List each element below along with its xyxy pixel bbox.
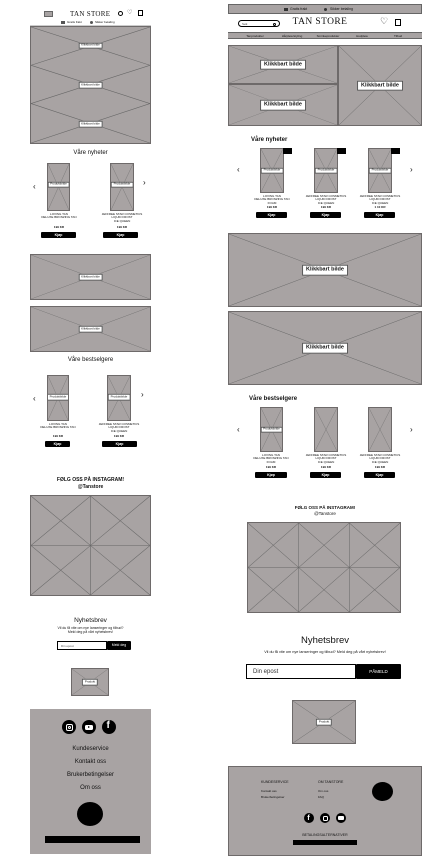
product-price: 199 KR (320, 465, 332, 469)
heart-icon[interactable]: ♡ (380, 16, 389, 26)
product-name: JEFFREE STAR COSMETICS LIQUID FROST ICE QUEEN (101, 212, 143, 223)
facebook-icon[interactable]: f (304, 813, 314, 823)
desktop-instagram-grid[interactable] (247, 522, 401, 613)
desktop-news-title: Våre nyheter (251, 137, 288, 143)
topbar-right-text: Sikker betaling (330, 7, 353, 11)
mobile-instagram-grid[interactable] (30, 495, 151, 596)
desktop-newsletter-text: Vil du få vite om nye lanseringer og tilbud? Meld deg på vårt nyhetsbrev! (264, 650, 386, 654)
instagram-icon[interactable] (320, 813, 330, 823)
product-name: LOVING TAN DELUXE BRONZING TAN (40, 422, 76, 430)
product-tag: Produktbilde (47, 181, 70, 188)
footer-col1-title: KUNDESERVICE (261, 780, 289, 784)
mobile-logo-image (71, 668, 109, 696)
banner-tag: Klikkbart bilde (302, 343, 348, 354)
desktop-newsletter-title: Nyhetsbrev (300, 635, 350, 646)
menu-item-hudpleie[interactable]: Hudpleie (356, 34, 368, 38)
footer-link-about[interactable]: Om oss (80, 785, 101, 791)
product-tag: Produktbilde (47, 394, 69, 401)
product-image[interactable] (368, 148, 392, 193)
placeholder-cross (315, 408, 337, 451)
footer-link-terms[interactable]: Brukerbetingelser (261, 795, 285, 799)
product-name: JEFFREE STAR COSMETICS LIQUID FROST ICE QUEEN (305, 194, 347, 205)
new-badge (337, 148, 346, 154)
banner-tag: Klikkbart bilde (78, 274, 103, 281)
hamburger-icon[interactable] (44, 11, 53, 17)
new-badge (283, 148, 292, 154)
product-name: JEFFREE STAR COSMETICS LIQUID FROST ICE QUEEN (359, 194, 401, 205)
instagram-icon[interactable] (62, 720, 76, 734)
footer-link-customer-service[interactable]: Kundeservice (72, 746, 109, 752)
product-image[interactable] (260, 148, 284, 193)
topbar-right-text: Sikker betaling (95, 20, 115, 24)
footer-link-about[interactable]: Om oss (318, 789, 329, 793)
product-image[interactable] (47, 375, 69, 421)
buy-button[interactable]: Kjøp (102, 441, 137, 447)
product-price: 199 KR (265, 465, 277, 469)
desktop-email-field[interactable] (246, 664, 356, 679)
mobile-brand[interactable]: TAN STORE (70, 10, 111, 18)
footer-logo-circle (77, 802, 103, 826)
footer-col2-title: OM TANSTORE (318, 780, 344, 784)
mobile-newsletter-text: Vil du få vite om nye lanseringer og tilbud? Meld deg på vårt nyhetsbrev! (57, 626, 124, 635)
menu-item-tilbud[interactable]: Tilbud (393, 34, 403, 38)
search-icon[interactable] (273, 23, 276, 26)
topbar-left-text: Gratis frakt (67, 20, 82, 24)
product-image[interactable] (107, 375, 131, 421)
banner-tag: Klikkbart bilde (78, 326, 103, 333)
footer-link-terms[interactable]: Brukerbetingelser (66, 772, 115, 778)
mobile-hero-image[interactable] (30, 26, 151, 144)
desktop-banner-2[interactable] (228, 311, 422, 385)
payment-options-bar (293, 840, 357, 845)
menu-item-harpleie[interactable]: Hårpleie/styling (281, 34, 303, 38)
chevron-left-icon[interactable]: ‹ (33, 182, 36, 191)
bag-icon[interactable] (395, 19, 401, 26)
product-price: 199 KR (52, 434, 64, 438)
mobile-newsletter-title: Nyhetsbrev (74, 617, 107, 624)
product-image[interactable] (368, 407, 392, 452)
product-name: JEFFREE STAR COSMETICS LIQUID FROST ICE QUEEN (305, 453, 347, 464)
desktop-topbar (228, 4, 422, 14)
placeholder-grid (31, 496, 150, 595)
hero-tag: Klikkbart bilde (260, 59, 306, 70)
product-tag: Produktbilde (108, 394, 131, 401)
mobile-news-title: Våre nyheter (73, 150, 108, 156)
hero-tag: Klikkbart bilde (357, 80, 403, 91)
chevron-left-icon[interactable]: ‹ (237, 165, 240, 174)
placeholder-grid (248, 523, 400, 612)
product-image[interactable] (47, 163, 70, 211)
product-tag: Produktbilde (261, 167, 284, 174)
hero-tag: Klikkbart bilde (260, 100, 306, 111)
facebook-icon[interactable]: f (102, 720, 116, 734)
desktop-best-title: Våre bestselgere (249, 396, 298, 402)
logo-tag: Produkt (82, 679, 98, 686)
buy-button[interactable]: Kjøp (103, 232, 138, 238)
mobile-banner-1[interactable] (30, 254, 151, 300)
buy-button[interactable]: Kjøp (364, 212, 395, 218)
email-placeholder: Din epost (61, 644, 74, 648)
product-price: 199 KR (266, 205, 278, 209)
desktop-hero-large-bottom[interactable] (228, 84, 338, 126)
product-name: LOVING TAN DELUXE BRONZING TAN FOAM (254, 194, 290, 205)
topbar-left-text: Gratis frakt (290, 7, 308, 11)
desktop-hero-side[interactable] (338, 45, 422, 126)
email-placeholder: Din epost (253, 668, 279, 675)
desktop-hero-large-top[interactable] (228, 45, 338, 84)
hero-tag-3: Klikkbart bilde (78, 121, 103, 128)
product-price: 199 KR (320, 205, 332, 209)
youtube-icon[interactable] (82, 720, 96, 734)
placeholder-cross (369, 408, 391, 451)
product-name: JEFFREE STAR COSMETICS LIQUID FROST ICE QUEEN (98, 422, 140, 433)
product-price: 199 KR (113, 434, 125, 438)
truck-icon (61, 21, 65, 24)
product-name: LOVING TAN DELUXE BRONZING TAN FOAM (253, 453, 289, 464)
product-tag: Produktbilde (111, 181, 134, 188)
menu-item-sminke[interactable]: Sminkeprodukter (316, 34, 340, 38)
chevron-left-icon[interactable]: ‹ (33, 394, 36, 403)
desktop-brand[interactable]: TAN STORE (292, 17, 348, 27)
footer-link-faq[interactable]: FAQ (318, 795, 325, 799)
desktop-logo-image (292, 700, 356, 744)
desktop-signup-button[interactable]: PÅMELD (356, 664, 401, 679)
mobile-best-title: Våre bestselgere (67, 357, 114, 363)
buy-button[interactable]: Kjøp (364, 472, 395, 478)
chevron-right-icon[interactable]: › (410, 425, 413, 434)
buy-button[interactable]: Kjøp (310, 212, 341, 218)
product-tag: Produktbilde (260, 426, 283, 433)
lock-icon (90, 21, 93, 24)
product-image[interactable] (314, 148, 338, 193)
buy-button[interactable]: Kjøp (310, 472, 341, 478)
product-image[interactable] (260, 407, 283, 452)
mobile-email-field[interactable] (57, 641, 107, 650)
buy-button[interactable]: Kjøp (41, 232, 76, 238)
mobile-banner-2[interactable] (30, 306, 151, 352)
desktop-search-input[interactable] (238, 20, 280, 27)
truck-icon (284, 8, 288, 11)
mobile-signup-button[interactable]: Meld deg (107, 641, 131, 650)
desktop-nav-menu (228, 32, 422, 39)
logo-tag: Produkt (316, 719, 332, 726)
bag-icon[interactable] (138, 10, 143, 16)
mobile-insta-handle[interactable]: @Tanstore (77, 484, 104, 490)
chevron-left-icon[interactable]: ‹ (237, 425, 240, 434)
product-price: 199 KR (53, 225, 65, 229)
youtube-icon[interactable] (336, 813, 346, 823)
menu-item-tanprodukter[interactable]: Tanprodukter (246, 34, 264, 38)
mobile-insta-title: FØLG OSS PÅ INSTAGRAM! (56, 477, 125, 483)
footer-logo-circle (372, 782, 393, 801)
product-tag: Produktbilde (369, 167, 392, 174)
new-badge (391, 148, 400, 154)
banner-tag: Klikkbart bilde (302, 265, 348, 276)
chevron-right-icon[interactable]: › (141, 390, 144, 399)
footer-link-contact[interactable]: Kontakt oss (74, 759, 107, 765)
footer-payment-title: BETALINGSALTERNATIVER (302, 833, 348, 837)
search-icon[interactable] (118, 11, 123, 16)
product-image[interactable] (110, 163, 134, 211)
chevron-right-icon[interactable]: › (143, 178, 146, 187)
search-placeholder: Søk (242, 22, 248, 26)
product-name: LOVING TAN DELUXE BRONZING TAN (41, 212, 77, 220)
product-price: 199 KR (116, 225, 128, 229)
heart-icon[interactable]: ♡ (127, 10, 133, 16)
footer-link-contact[interactable]: Kontakt oss (261, 789, 277, 793)
chevron-right-icon[interactable]: › (410, 165, 413, 174)
hero-tag-1: Klikkbart bilde (78, 42, 103, 49)
desktop-banner-1[interactable] (228, 233, 422, 307)
buy-button[interactable]: Kjøp (45, 441, 70, 447)
product-price: 199 KR (374, 465, 386, 469)
hero-tag-2: Klikkbart bilde (78, 82, 103, 89)
product-tag: Produktbilde (315, 167, 338, 174)
desktop-insta-title: FØLG OSS PÅ INSTAGRAM! (294, 505, 356, 510)
product-price: 1 10 KR (374, 205, 386, 209)
payment-options-bar (45, 836, 140, 843)
buy-button[interactable]: Kjøp (256, 212, 287, 218)
product-image[interactable] (314, 407, 338, 452)
desktop-insta-handle[interactable]: @Tanstore (314, 511, 336, 516)
lock-icon (324, 8, 327, 11)
buy-button[interactable]: Kjøp (255, 472, 287, 478)
product-name: JEFFREE STAR COSMETICS LIQUID FROST ICE QUEEN (359, 453, 401, 464)
